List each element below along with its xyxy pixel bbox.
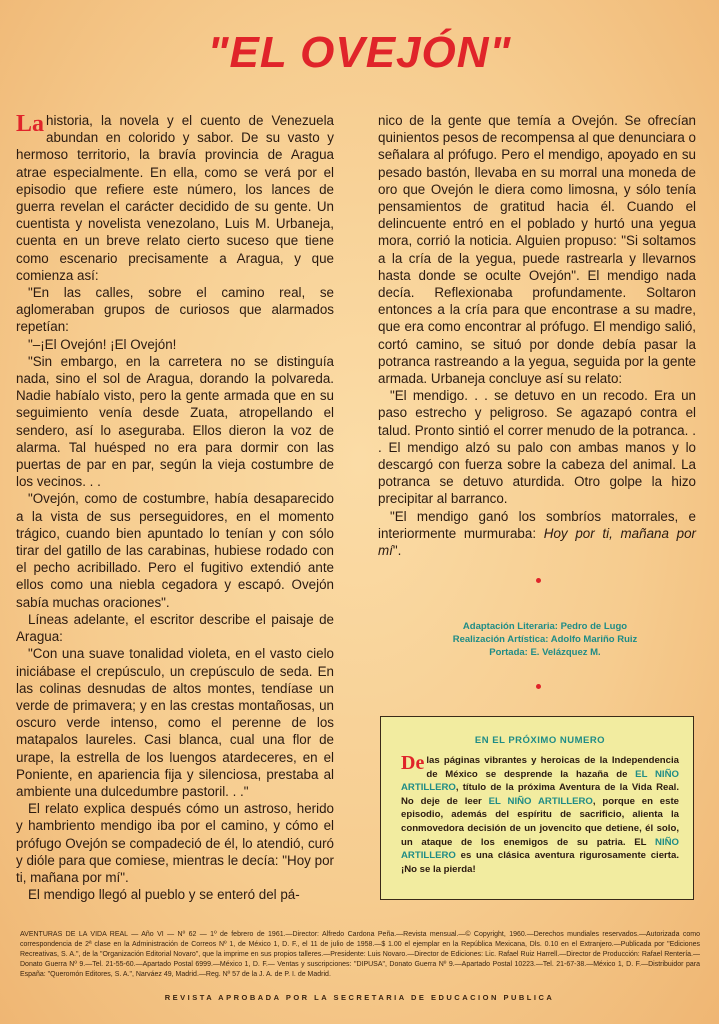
credits-block (400, 620, 690, 659)
highlight-title: EL NIÑO ARTILLERO (488, 795, 593, 807)
paragraph: "El mendigo. . . se detuvo en un recodo. Era un paso estrecho y peligroso. Se agazapó contra el talud. Pronto sintió el correr menudo de la potranca. . . El mendigo alzó su palo con ambas manos y lo descargó con fuerza sobre la cabeza del animal. La potranca se detuvo aturdida. Otro golpe la hizo precipitar al barranco. (378, 388, 696, 507)
red-dot-ornament (536, 578, 541, 583)
paragraph: "Ovejón, como de costumbre, había desaparecido a la vista de sus perseguidores, en el momento trágico, cuando bien apuntado lo tenían y con sólo tirar del gatillo de las carabinas, hubiese rodado con el pecho acribillado. Pero el fugitivo extendió ante ellos como una niebla cegadora y escapó. Ovejón sabía muchas oraciones". (16, 491, 334, 610)
credit-art: Realización Artística: Adolfo Mariño Ruiz (452, 634, 638, 645)
paragraph: El mendigo llegó al pueblo y se enteró del pá- (28, 887, 300, 903)
paragraph: "En las calles, sobre el camino real, se aglomeraban grupos de curiosos que alarmados repetían: (16, 285, 334, 335)
left-column (16, 112, 334, 903)
paragraph-text: historia, la novela y el cuento de Venezuela abundan en colorido y sabor. De su vasto y hermoso territorio, la bravía provincia de Aragua atrae especialmente. En ella, como se verá por el episodio que refiere este número, los lances de guerra revelan el carácter decidido de su gente. Un cuentista y novelista venezolano, Luis M. Urbaneja, cuenta en un breve relato cierto suceso que tiene como escenario precisamente a Aragua, y que comienza así: (16, 113, 334, 283)
next-issue-heading: EN EL PRÓXIMO NUMERO (474, 735, 606, 746)
text-run: , porque en este episodio, además del espíritu de sacrificio, alienta la conmovedora decisión de un jovencito que detiene, él solo, un ataque de los enemigos de su patria. EL (401, 795, 679, 848)
next-issue-text (401, 754, 679, 876)
red-dot-ornament (536, 684, 541, 689)
text-run: las páginas vibrantes y heroicas de la Independencia de México se desprende la hazaña de (426, 755, 679, 780)
next-issue-box (380, 716, 694, 900)
paragraph: El relato explica después cómo un astroso, herido y hambriento mendigo iba por el camino, y cómo el prófugo Ovejón se compadeció de él, lo atendió, curó y dióle para que comiese, mientras le decía: "Hoy por ti, mañana por mí". (16, 801, 334, 885)
credit-cover: Portada: E. Velázquez M. (489, 647, 601, 658)
approval-notice: REVISTA APROBADA POR LA SECRETARIA DE EDUCACION PUBLICA (164, 993, 555, 1002)
paragraph: Líneas adelante, el escritor describe el paisaje de Aragua: (16, 611, 334, 645)
paragraph-text: ". (392, 543, 402, 559)
drop-cap: De (401, 752, 425, 774)
paragraph: nico de la gente que temía a Ovejón. Se ofrecían quinientos pesos de recompensa al que denunciara o señalara al prófugo. Pero el mendigo, apoyado en su pesado bastón, llevaba en su morral una moneda de oro que Ovejón le diera como limosna, y sólo tenía pensamientos de gratitud hacia él. Cuando el delincuente entró en el poblado y hurtó una yegua mora, corrió la noticia. Alguien propuso: "Si soltamos a la cría de la yegua, puede rastrearla y llevarnos hasta donde se oculte Ovejón". El mendigo nada decía. Reflexionaba profundamente. Soltaron entonces a la cría para que encontrase a su madre, que era como encontrar al prófugo. El mendigo salió, cortó camino, se situó por donde debía pasar la potranca rastreando a la yegua, seguida por la gente armada. Urbaneja concluye así su relato: (378, 113, 696, 387)
paragraph: "–¡El Ovejón! ¡El Ovejón! (28, 336, 177, 352)
text-run: es una clásica aventura rigurosamente cierta. ¡No se la pierda! (401, 850, 679, 875)
paragraph (378, 508, 696, 560)
paragraph-text: "El mendigo ganó los sombríos matorrales, e interiormente murmuraba: (378, 508, 696, 541)
page-title: "EL OVEJÓN" (207, 28, 512, 77)
paragraph: "Sin embargo, en la carretera no se distinguía nada, sino el sol de Aragua, dorando la polvareda. Nadie habíalo visto, pero la gente armada que en su seguimiento venía desde Zuata, atropellando el sendero, así lo aseguraba. Ellos dieron la voz de alarma. Tal huésped no era para dormir con las puertas de par en par, según la vieja costumbre de los vecinos. . . (16, 353, 334, 490)
publication-info: AVENTURAS DE LA VIDA REAL — Año VI — Nº 62 — 1º de febrero de 1961.—Director: Alfredo Cardona Peña.—Revista mensual.—© Copyright, 1960.—Derechos mundiales reservados.—Autorizada como correspondencia de 2ª clase en la Administración de Correos Nº 1, de México 1, D. F., el 11 de julio de 1958.—$ 1.00 el ejemplar en la República Mexicana, Dls. 0.10 en el Extranjero.—Publicada por "Ediciones Recreativas, S. A.", de la "Organización Editorial Novaro", que la imprime en sus propios talleres.—Presidente: Luis Novaro.—Director de Ediciones: Lic. Rafael Ruiz Harrell.—Director de Producción: Rafael Rentería.—Donato Guerra Nº 9.—Tel. 21-55-60.—Apartado Postal 6999.—México 1, D. F.— Ventas y suscripciones: "DIPUSA", Donato Guerra Nº 9.—Apartado Postal 10223.—Tel. 21-67-38.—México 1, D. F.—Distribuidor para España: "Queromón Editores, S. A.", Narváez 49, Madrid.—Reg. Nº 57 de la J. A. de P. I. de Madrid. (20, 931, 700, 978)
highlight-title: NIÑO ARTILLERO (401, 836, 679, 862)
paragraph (16, 112, 334, 284)
credit-adaptation: Adaptación Literaria: Pedro de Lugo (462, 621, 628, 632)
right-column (378, 112, 696, 559)
highlight-title: EL NIÑO ARTILLERO (401, 768, 679, 794)
paragraph: "Con una suave tonalidad violeta, en el vasto cielo iniciábase el crepúsculo, un crepúsculo de seda. En las colinas desnudas de altos montes, tendíase un verde de primavera; y en las crestas montañosas, un oscuro verde intenso, como el perenne de los matapalos laureles. Casi blanca, cual una flor de urape, la estrella de los luengos atardeceres, en el Poniente, en apariencia fija y silenciosa, prestaba al ambiente una dulcedumbre pastoril. . ." (16, 646, 334, 799)
italic-quote: Hoy por ti, mañana por mí (378, 525, 696, 559)
text-run: , título de la próxima Aventura de la Vida Real. No deje de leer (401, 782, 679, 807)
drop-cap: La (16, 111, 45, 137)
